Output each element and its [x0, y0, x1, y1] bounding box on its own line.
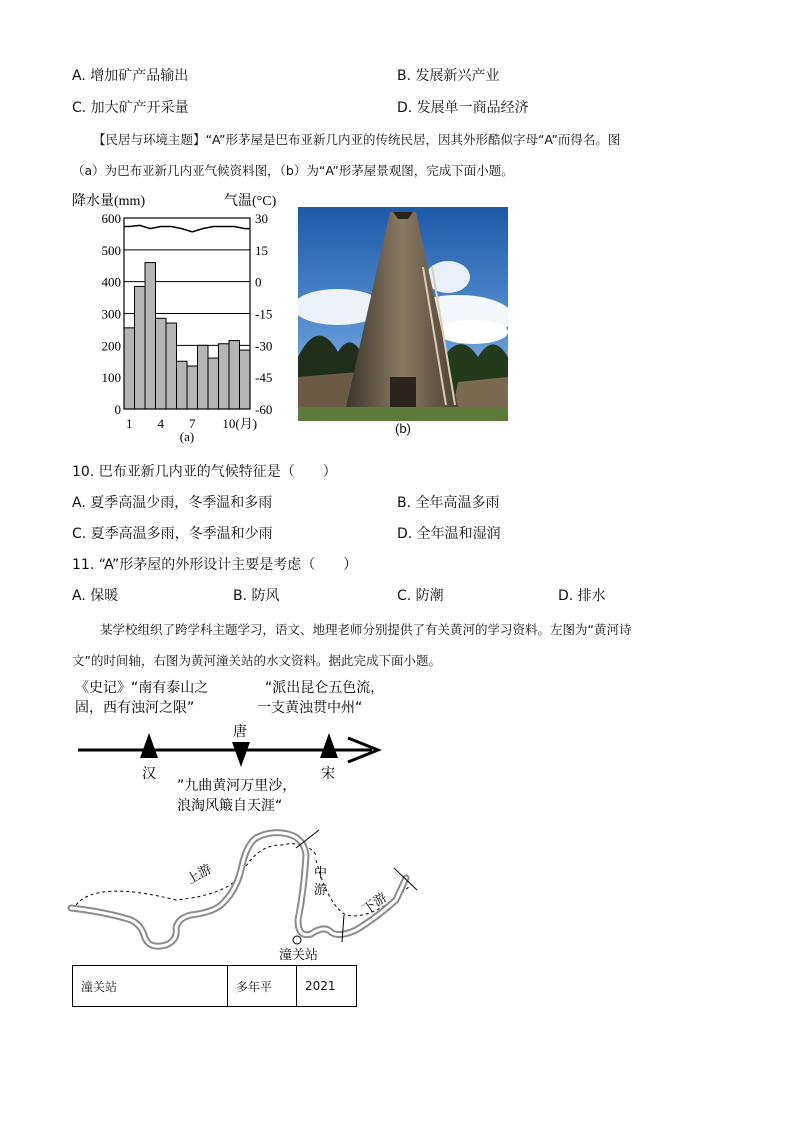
right-tick-label: 0	[255, 274, 262, 290]
table-cell-year: 2021	[297, 966, 357, 1007]
left-tick-label: 600	[101, 211, 121, 226]
tongguan-hydrology-table	[72, 965, 357, 1007]
label-midstream-2: 游	[314, 883, 328, 898]
quote-tang-line2: 浪淘风簸自天涯“	[177, 798, 283, 814]
right-tick-label: 15	[255, 242, 268, 258]
left-axis-title: 降水量(mm)	[72, 194, 146, 209]
intro1-line2: （a）为巴布亚新几内亚气候资料图，（b）为“A”形茅屋景观图，完成下面小题。	[72, 163, 514, 178]
q11-option-a: A. 保暖	[72, 588, 119, 604]
q9-option-b: B. 发展新兴产业	[397, 68, 500, 84]
label-song: 宋	[321, 766, 335, 782]
right-tick-label: -45	[255, 370, 273, 386]
precip-bar	[240, 350, 251, 409]
a-frame-hut-photo	[298, 207, 508, 421]
precip-bar	[229, 341, 240, 409]
q9-option-d: D. 发展单一商品经济	[397, 100, 529, 116]
left-tick-label: 500	[101, 242, 121, 258]
left-tick-label: 400	[101, 274, 121, 290]
left-tick-label: 300	[101, 306, 121, 322]
precip-bar	[124, 328, 135, 409]
q10-stem: 10. 巴布亚新几内亚的气候特征是（ ）	[72, 464, 337, 480]
quote-song-line1: “派出昆仑五色流，	[265, 680, 385, 696]
right-axis-title: 气温(°C)	[224, 194, 277, 209]
table-cell-station: 潼关站	[73, 966, 228, 1007]
marker-song	[320, 733, 338, 758]
precip-bar	[219, 344, 230, 409]
q10-option-c: C. 夏季高温多雨，冬季温和少雨	[72, 526, 273, 542]
label-han: 汉	[142, 766, 156, 782]
climate-chart	[66, 188, 282, 448]
precip-bar	[187, 366, 198, 409]
q10-option-a: A. 夏季高温少雨，冬季温和多雨	[72, 495, 273, 511]
precip-bar	[145, 263, 156, 409]
quote-shiji-line2: 固，西有浊河之限”	[75, 700, 195, 716]
q10-option-d: D. 全年温和湿润	[397, 526, 501, 542]
label-upstream: 上游	[184, 861, 215, 888]
right-tick-label: -30	[255, 338, 273, 354]
marker-han	[140, 733, 158, 758]
q11-option-b: B. 防风	[233, 588, 280, 604]
precip-bar	[135, 286, 146, 409]
divider-middle-lower	[342, 915, 344, 942]
left-tick-label: 0	[114, 402, 121, 417]
q9-option-c: C. 加大矿产开采量	[72, 100, 189, 116]
precip-bar	[198, 345, 209, 409]
precip-bar	[156, 318, 167, 409]
q11-stem: 11. “A”形茅屋的外形设计主要是考虑（ ）	[72, 557, 358, 573]
x-tick-label: 7	[189, 416, 196, 431]
yellow-river-map	[66, 820, 426, 970]
q11-option-c: C. 防潮	[397, 588, 444, 604]
right-tick-label: -15	[255, 306, 273, 322]
intro2-line2: 文”的时间轴，右图为黄河潼关站的水文资料。据此完成下面小题。	[72, 653, 441, 668]
right-tick-label: 30	[255, 211, 268, 226]
label-tongguan: 潼关站	[279, 948, 319, 963]
marker-tang	[232, 742, 250, 767]
table-cell-average: 多年平	[228, 966, 297, 1007]
figure-b-caption: (b)	[395, 421, 411, 436]
precip-bar	[166, 323, 177, 409]
x-tick-label: 1	[126, 416, 133, 431]
quote-song-line2: 一支黄浊贯中州“	[257, 700, 363, 716]
q9-option-a: A. 增加矿产品输出	[72, 68, 189, 84]
right-tick-label: -60	[255, 402, 273, 417]
precip-bar	[177, 361, 188, 409]
x-tick-label: 4	[157, 416, 164, 431]
left-tick-label: 100	[101, 370, 121, 386]
x-tick-label: 10(月)	[222, 416, 258, 431]
quote-shiji-line1: 《史记》“南有泰山之	[75, 680, 209, 696]
temperature-curve	[124, 225, 250, 231]
intro1-line1: 【民居与环境主题】“A”形茅屋是巴布亚新几内亚的传统民居，因其外形酷似字母“A”而得名。图	[93, 132, 621, 147]
precip-bar	[208, 358, 219, 409]
tongguan-station-marker	[293, 936, 301, 944]
figure-a-caption: (a)	[179, 429, 195, 444]
quote-tang-line1: ”九曲黄河万里沙，	[177, 778, 297, 794]
label-midstream-1: 中	[314, 866, 328, 881]
q11-option-d: D. 排水	[558, 588, 606, 604]
q10-option-b: B. 全年高温多雨	[397, 495, 500, 511]
intro2-line1: 某学校组织了跨学科主题学习，语文、地理老师分别提供了有关黄河的学习资料。左图为“黄河诗	[100, 622, 632, 637]
label-downstream: 下游	[360, 890, 391, 918]
yellow-river-timeline	[60, 676, 420, 821]
left-tick-label: 200	[101, 338, 121, 354]
label-tang: 唐	[233, 724, 247, 740]
